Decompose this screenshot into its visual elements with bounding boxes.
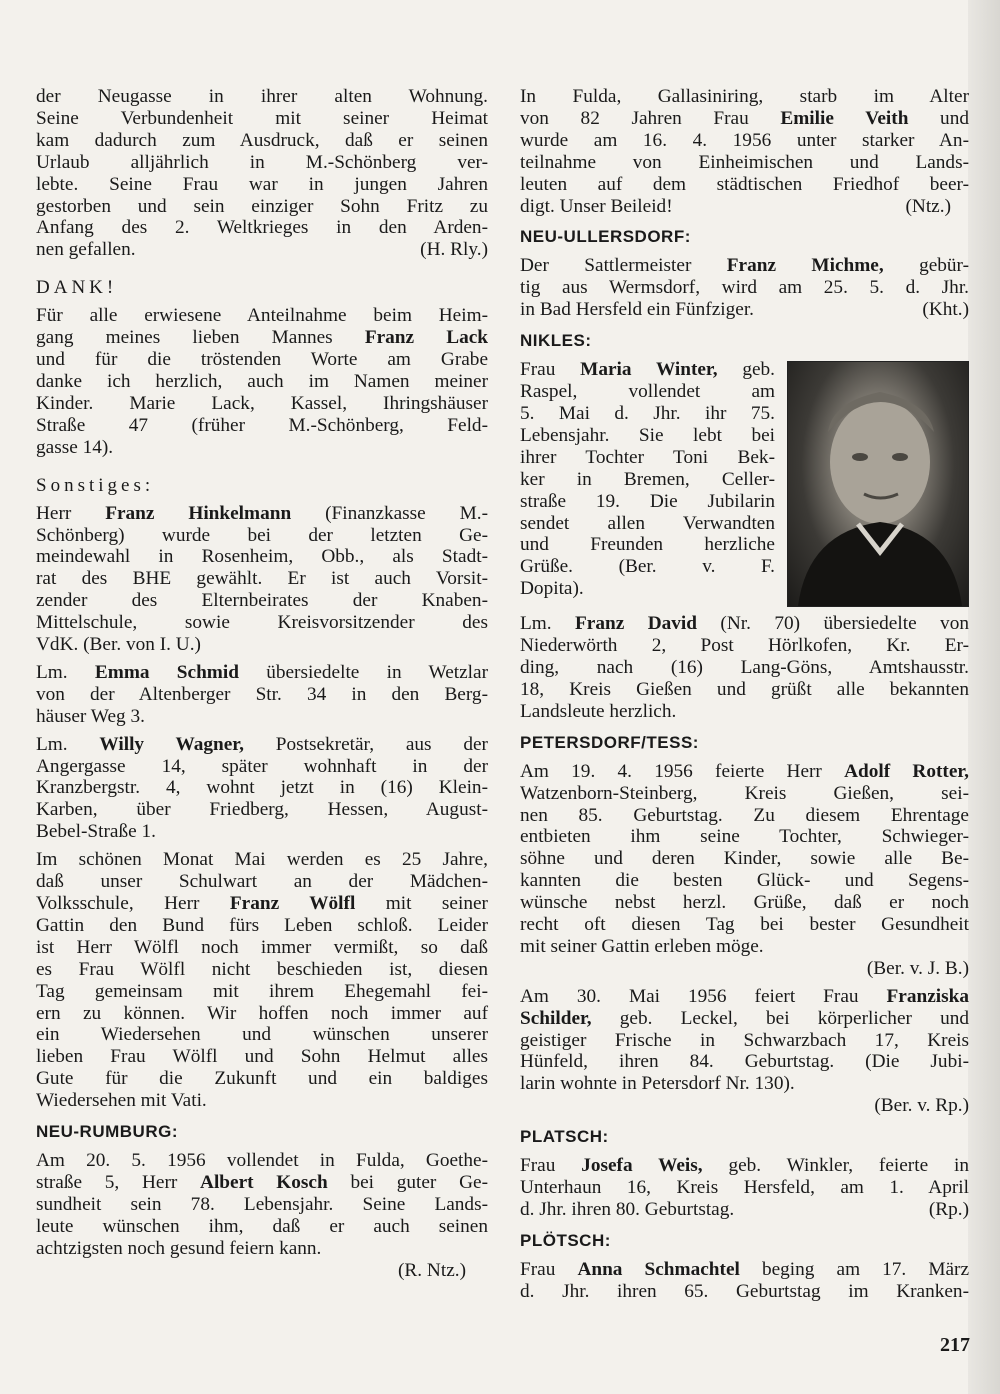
text-fragment: gebür- bbox=[919, 255, 970, 277]
person-name: Schilder, bbox=[520, 1007, 592, 1029]
text-line: ker in Bremen, Celler- bbox=[520, 468, 775, 490]
text-fragment: (Nr. 70) übersiedelte von bbox=[720, 613, 969, 635]
text-line: daß unser Schulwart an der Mädchen- bbox=[36, 871, 488, 893]
text-line: ding, nach (16) Lang-Göns, Amtshausstr. bbox=[520, 656, 969, 678]
author-signature: (Ber. v. Rp.) bbox=[874, 1095, 969, 1117]
text-line bbox=[36, 503, 488, 525]
news-paragraph bbox=[520, 986, 969, 1117]
text-line: Lebensjahr. Sie lebt bei bbox=[520, 424, 775, 446]
text-line: achtzigsten noch gesund feiern kann. bbox=[36, 1237, 322, 1259]
page-number: 217 bbox=[940, 1334, 970, 1356]
section-heading-ploetsch: PLÖTSCH: bbox=[520, 1230, 611, 1250]
text-line: ern zu können. Wir hoffen noch immer auf bbox=[36, 1002, 488, 1024]
text-line: und Freunden herzliche bbox=[520, 534, 775, 556]
text-line: d. Jhr. ihren 65. Geburtstag im Kranken- bbox=[520, 1280, 969, 1302]
text-line: wurde am 16. 4. 1956 unter starker An- bbox=[520, 129, 969, 151]
section-heading-sonstiges: Sonstiges: bbox=[36, 474, 155, 496]
author-signature: (Rp.) bbox=[928, 1199, 969, 1220]
text-line bbox=[36, 327, 488, 349]
text-line: Kinder. Marie Lack, Kassel, Ihringshäuser bbox=[36, 392, 488, 414]
news-paragraph bbox=[36, 1150, 488, 1281]
text-line bbox=[520, 1155, 969, 1177]
text-fragment: von 82 Jahren Frau bbox=[520, 107, 749, 129]
text-line bbox=[520, 255, 969, 277]
text-line: leuten auf dem städtischen Friedhof beer- bbox=[520, 173, 969, 195]
news-paragraph bbox=[520, 761, 969, 980]
face-shape bbox=[830, 400, 930, 524]
news-paragraph bbox=[36, 662, 488, 728]
text-line: sundheit sein 78. Lebensjahr. Seine Lands- bbox=[36, 1193, 488, 1215]
text-fragment: beging am 17. März bbox=[761, 1258, 970, 1280]
text-line bbox=[520, 1199, 969, 1221]
text-line: danke ich herzlich, auch im Namen meiner bbox=[36, 370, 488, 392]
text-line: leute wünschen ihm, daß er auch seinen bbox=[36, 1215, 488, 1237]
text-fragment: übersiedelte in Wetzlar bbox=[266, 661, 489, 683]
text-line: geistiger Frische in Schwarzbach 17, Kreis bbox=[520, 1029, 969, 1051]
text-line: Wiedersehen mit Vati. bbox=[36, 1090, 207, 1112]
person-name: Emilie Veith bbox=[780, 107, 909, 129]
text-line: Niederwörth 2, Post Hörlkofen, Kr. Er- bbox=[520, 635, 969, 657]
text-line bbox=[520, 613, 969, 635]
news-paragraph bbox=[520, 86, 969, 217]
text-line: Angergasse 14, später wohnhaft in der bbox=[36, 755, 488, 777]
text-line: wünsche nebst herzl. Grüße, daß er noch bbox=[520, 892, 969, 914]
text-line: Schönberg) wurde bei der letzten Ge- bbox=[36, 524, 488, 546]
news-paragraph bbox=[36, 503, 488, 656]
section-heading-dank: DANK! bbox=[36, 277, 118, 299]
text-fragment: geb. Leckel, bei körperlicher und bbox=[619, 1007, 969, 1029]
text-line bbox=[520, 108, 969, 130]
person-name: Anna Schmachtel bbox=[577, 1258, 740, 1280]
text-fragment: gang meines lieben Mannes bbox=[36, 327, 333, 349]
text-fragment: Der Sattlermeister bbox=[520, 255, 692, 277]
author-signature: (Ber. v. J. B.) bbox=[866, 957, 969, 979]
text-line: kannten die besten Glück- und Segens- bbox=[520, 870, 969, 892]
left-column bbox=[36, 86, 488, 1288]
text-line: sendet allen Verwandten bbox=[520, 512, 775, 534]
text-line: VdK. (Ber. von I. U.) bbox=[36, 634, 201, 656]
person-name: Albert Kosch bbox=[200, 1171, 328, 1193]
text-line: nen 85. Geburtstag. Zu diesem Ehrentage bbox=[520, 804, 969, 826]
text-line: Tag gemeinsam mit ihrem Ehegemahl fei- bbox=[36, 980, 488, 1002]
text-line: teilnahme von Einheimischen und Lands- bbox=[520, 151, 969, 173]
text-line: es Frau Wölfl nicht beschieden ist, diesen bbox=[36, 958, 488, 980]
page-edge-shadow bbox=[968, 0, 1000, 1394]
text-line: ein Wiedersehen und wünschen unserer bbox=[36, 1024, 488, 1046]
section-heading-nikles: NIKLES: bbox=[520, 331, 592, 351]
text-line bbox=[36, 893, 488, 915]
text-line: Mittelschule, sowie Kreisvorsitzender des bbox=[36, 612, 488, 634]
news-paragraph bbox=[36, 734, 488, 844]
person-name: Franz David bbox=[575, 613, 697, 635]
text-fragment: Am 19. 4. 1956 feierte Herr bbox=[520, 760, 822, 782]
person-name: Franziska bbox=[886, 985, 969, 1007]
text-line bbox=[520, 1008, 969, 1030]
dank-paragraph bbox=[36, 305, 488, 458]
person-name: Willy Wagner, bbox=[99, 733, 244, 755]
text-fragment: mit seiner bbox=[385, 893, 488, 914]
section-heading-petersdorf-tess: PETERSDORF/TESS: bbox=[520, 732, 699, 752]
text-line bbox=[520, 196, 969, 218]
section-heading-neu-rumburg: NEU-RUMBURG: bbox=[36, 1122, 178, 1142]
text-line: straße 19. Die Jubilarin bbox=[520, 490, 775, 512]
text-line: der Neugasse in ihrer alten Wohnung. bbox=[36, 86, 488, 107]
news-paragraph bbox=[36, 849, 488, 1112]
text-line: kam dadurch zum Ausdruck, daß er seinen bbox=[36, 129, 488, 151]
text-fragment: geb. Winkler, feierte in bbox=[728, 1155, 969, 1177]
text-line: ihrer Tochter Toni Bek- bbox=[520, 446, 775, 468]
author-signature: (H. Rly.) bbox=[420, 239, 488, 261]
eye-shape bbox=[892, 453, 908, 461]
person-name: Franz Lack bbox=[364, 327, 488, 349]
text-line: Bebel-Straße 1. bbox=[36, 821, 156, 843]
text-line bbox=[36, 1172, 488, 1194]
text-line: larin wohnte in Petersdorf Nr. 130). bbox=[520, 1073, 795, 1095]
text-line: Seine Verbundenheit mit seiner Heimat bbox=[36, 107, 488, 129]
text-fragment: (Finanzkasse M.- bbox=[325, 502, 488, 524]
text-line: entbieten ihm seine Tochter, Schwieger- bbox=[520, 826, 969, 848]
right-column bbox=[520, 86, 969, 1309]
text-fragment: und bbox=[940, 107, 969, 129]
text-fragment: bei guter Ge- bbox=[350, 1171, 488, 1193]
person-name: Adolf Rotter, bbox=[844, 760, 969, 782]
news-paragraph bbox=[520, 255, 969, 321]
text-fragment: d. Jhr. ihren 80. Geburtstag. bbox=[520, 1199, 735, 1220]
person-name: Franz Hinkelmann bbox=[105, 502, 292, 524]
text-fragment: Lm. bbox=[36, 733, 68, 755]
text-line: ist Herr Wölfl noch immer vermißt, so daß bbox=[36, 936, 488, 958]
text-line: mit seiner Gattin erleben möge. bbox=[520, 935, 764, 957]
author-signature: (Kht.) bbox=[922, 299, 969, 321]
text-line: Karben, über Friedberg, Hessen, August- bbox=[36, 799, 488, 821]
person-name: Maria Winter, bbox=[580, 359, 718, 381]
text-line: Landsleute herzlich. bbox=[520, 700, 677, 722]
text-line: Für alle erwiesene Anteilnahme beim Heim- bbox=[36, 305, 488, 327]
text-fragment: straße 5, Herr bbox=[36, 1171, 178, 1193]
text-line: meindewahl in Rosenheim, Obb., als Stadt- bbox=[36, 546, 488, 568]
text-fragment: nen gefallen. bbox=[36, 239, 136, 261]
text-line: rat des BHE gewählt. Er ist auch Vorsit- bbox=[36, 568, 488, 590]
text-line: Straße 47 (früher M.-Schönberg, Feld- bbox=[36, 414, 488, 436]
person-name: Emma Schmid bbox=[94, 661, 239, 683]
text-line: Dopita). bbox=[520, 578, 584, 600]
text-line: lebte. Seine Frau war in jungen Jahren bbox=[36, 173, 488, 195]
text-fragment: Frau bbox=[520, 1258, 556, 1280]
portrait-photo bbox=[787, 361, 969, 607]
text-line: Hünfeld, ihren 84. Geburtstag. (Die Jubi- bbox=[520, 1051, 969, 1073]
text-line: Kranzbergstr. 4, wohnt jetzt in (16) Klein- bbox=[36, 777, 488, 799]
text-line: zender des Elternbeirates der Knaben- bbox=[36, 590, 488, 612]
text-fragment: geb. bbox=[742, 359, 775, 381]
text-line bbox=[520, 1259, 969, 1281]
paragraph-continued bbox=[36, 86, 488, 261]
text-line: von der Altenberger Str. 34 in den Berg- bbox=[36, 683, 488, 705]
text-line bbox=[520, 299, 969, 321]
text-line: In Fulda, Gallasiniring, starb im Alter bbox=[520, 86, 969, 107]
text-line: Am 20. 5. 1956 vollendet in Fulda, Goethe- bbox=[36, 1150, 488, 1172]
portrait-drawing bbox=[788, 362, 968, 606]
text-line bbox=[520, 986, 969, 1008]
text-line bbox=[36, 239, 488, 261]
text-line: häuser Weg 3. bbox=[36, 705, 145, 727]
text-line bbox=[36, 662, 488, 684]
news-paragraph bbox=[520, 1155, 969, 1221]
author-signature: (Ntz.) bbox=[905, 195, 951, 217]
text-fragment: Volksschule, Herr bbox=[36, 893, 200, 914]
text-line: Gattin den Bund fürs Leben schloß. Leider bbox=[36, 914, 488, 936]
text-line: Raspel, vollendet am bbox=[520, 381, 775, 403]
text-line: Watzenborn-Steinberg, Kreis Gießen, sei- bbox=[520, 782, 969, 804]
eye-shape bbox=[852, 453, 868, 461]
text-fragment: Lm. bbox=[520, 613, 552, 635]
text-line: 18, Kreis Gießen und grüßt alle bekannten bbox=[520, 678, 969, 700]
text-fragment: Lm. bbox=[36, 661, 68, 683]
text-line: gestorben und sein einziger Sohn Fritz zu bbox=[36, 195, 488, 217]
section-heading-platsch: PLATSCH: bbox=[520, 1127, 609, 1147]
text-line: Grüße. (Ber. v. F. bbox=[520, 556, 775, 578]
text-fragment: digt. Unser Beileid! bbox=[520, 195, 673, 217]
news-paragraph bbox=[520, 613, 969, 723]
text-fragment: in Bad Hersfeld ein Fünfziger. bbox=[520, 299, 754, 321]
text-line: Gute für die Zukunft und ein baldiges bbox=[36, 1068, 488, 1090]
text-line: recht oft diesen Tag bei bester Gesundheit bbox=[520, 914, 969, 936]
text-line: Anfang des 2. Weltkrieges in den Arden- bbox=[36, 217, 488, 239]
text-line: 5. Mai d. Jhr. ihr 75. bbox=[520, 402, 775, 424]
person-name: Josefa Weis, bbox=[581, 1155, 703, 1177]
text-line: gasse 14). bbox=[36, 436, 114, 458]
news-paragraph bbox=[520, 1259, 969, 1303]
text-line: Unterhaun 16, Kreis Hersfeld, am 1. April bbox=[520, 1177, 969, 1199]
text-line: tig aus Wermsdorf, wird am 25. 5. d. Jhr. bbox=[520, 277, 969, 299]
text-line: söhne und deren Kinder, sowie alle Be- bbox=[520, 848, 969, 870]
section-heading-neu-ullersdorf: NEU-ULLERSDORF: bbox=[520, 227, 691, 247]
text-fragment: Frau bbox=[520, 359, 556, 381]
text-line: Im schönen Monat Mai werden es 25 Jahre, bbox=[36, 849, 488, 871]
text-fragment: Am 30. Mai 1956 feiert Frau bbox=[520, 985, 859, 1007]
text-fragment: Frau bbox=[520, 1155, 556, 1177]
text-line: und für die tröstenden Worte am Grabe bbox=[36, 349, 488, 371]
text-line: lieben Frau Wölfl und Sohn Helmut alles bbox=[36, 1046, 488, 1068]
person-name: Franz Wölfl bbox=[229, 893, 356, 914]
text-line: Urlaub alljährlich in M.-Schönberg ver- bbox=[36, 151, 488, 173]
text-fragment: Postsekretär, aus der bbox=[275, 733, 488, 755]
person-name: Franz Michme, bbox=[726, 255, 884, 277]
author-signature: (R. Ntz.) bbox=[397, 1259, 466, 1281]
text-line bbox=[520, 761, 969, 783]
text-line bbox=[36, 734, 488, 756]
text-fragment: Herr bbox=[36, 502, 72, 524]
dress-shape bbox=[798, 522, 962, 606]
